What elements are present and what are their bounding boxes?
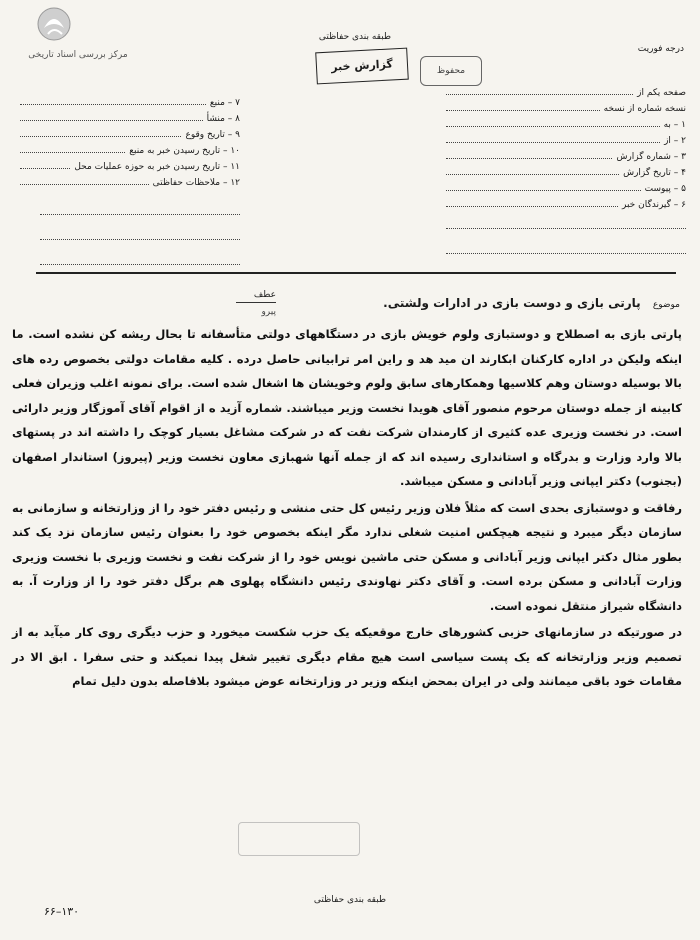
blank-line [446, 210, 686, 229]
field-label: ۱ – به [663, 120, 686, 130]
field-label: نسخه شماره از نسخه [603, 104, 686, 114]
field-label: ۸ – منشأ [206, 114, 240, 124]
archive-seal-icon [36, 6, 72, 46]
subject-text: پارتی بازی و دوست بازی در ادارات ولشتی. [383, 296, 641, 310]
field-line [446, 174, 619, 175]
priority-label: درجه فوریت [637, 44, 684, 54]
field-line [446, 110, 600, 111]
classification-footer: طبقه بندی حفاظتی [313, 895, 387, 905]
field-line [446, 206, 618, 207]
form-fields-left [20, 92, 240, 188]
form-field-row [20, 92, 240, 108]
form-field-row [446, 114, 686, 130]
field-label: ۳ – شماره گزارش [616, 152, 686, 162]
form-fields-right [446, 82, 686, 210]
form-field-row [446, 98, 686, 114]
form-field-row [20, 124, 240, 140]
field-label: ۱۲ – ملاحظات حفاظتی [152, 178, 240, 188]
watermark-text: مرکز بررسی اسناد تاریخی [28, 50, 128, 60]
report-stamp: گزارش خبر [315, 48, 409, 85]
field-line [446, 142, 660, 143]
field-line [20, 104, 206, 105]
field-label: ۷ – منبع [209, 98, 240, 108]
watermark-logo [8, 6, 148, 66]
field-line [446, 126, 660, 127]
field-line [20, 168, 70, 169]
classification-header: طبقه بندی حفاظتی [318, 32, 392, 42]
field-line [20, 152, 125, 153]
form-field-row [446, 194, 686, 210]
follow-up-label: پیرو [261, 307, 276, 317]
form-field-row [446, 146, 686, 162]
form-field-row [446, 130, 686, 146]
field-label: ۲ – از [664, 136, 686, 146]
field-line [20, 184, 149, 185]
subject-line [280, 296, 680, 310]
document-body [12, 322, 682, 694]
form-field-row [20, 172, 240, 188]
field-line [20, 136, 181, 137]
field-line [446, 190, 641, 191]
header-divider [36, 272, 676, 274]
field-label: ۹ – تاریخ وقوع [185, 130, 240, 140]
form-field-row [446, 178, 686, 194]
blank-line [40, 246, 240, 265]
blank-lines-right [446, 210, 686, 260]
reference-label: عطف [236, 290, 276, 303]
document-code: ۶۶–۱۳۰ [44, 905, 80, 918]
field-label: ۵ – پیوست [644, 184, 686, 194]
secret-stamp: محفوظ [420, 56, 482, 86]
field-line [20, 120, 203, 121]
field-label: ۶ – گیرندگان خبر [621, 200, 686, 210]
form-field-row [446, 82, 686, 98]
body-paragraph: رفاقت و دوستبازی بحدی است که مثلاً فلان وزیر رئیس کل حتی منشی و رئیس دفتر خود را از وزارتخانه و سازمانی به سازمان دیگر میبرد و نتیجه هیچکس امنیت شغلی ندارد مگر اینکه بخصوص خود را بعنوان رئیس سازمان نزد یک کند بطور مثال دکتر ایپانی وزیر آبادانی و مسکن حتی ماشین نویس خود را از شرکت نفت و نخست وزیری با نخست وزیری وزارت آبادانی و مسکن برده است. و آقای دکتر نهاوندی رئیس دانشگاه پهلوی هم برگل دفتر خود را از وزارت آ. به دانشگاه شیراز منتقل نموده است. [12, 500, 682, 613]
reference-box [236, 290, 276, 317]
field-line [446, 158, 612, 159]
blank-lines-left [40, 196, 240, 271]
blank-line [40, 196, 240, 215]
body-paragraph: در صورتیکه در سازمانهای حزبی کشورهای خارج موقعیکه یک حزب شکست میخورد و حزب دیگری روی کار میآید به از تصمیم وزیر وزارتخانه که یک پست سیاسی است هیچ مقام دیگری تغییر شغل پیدا نمیکند و حتی سفرا . ابق الا در مقامات خود باقی میمانند ولی در ایران بمحض اینکه وزیر در وزارتخانه عوض میشود بلافاصله بدون دلیل تمام [12, 625, 682, 688]
subject-label: موضوع [652, 300, 680, 310]
field-label: صفحه یکم از [637, 88, 686, 98]
form-field-row [20, 156, 240, 172]
form-field-row [446, 162, 686, 178]
form-field-row [20, 108, 240, 124]
body-paragraph: پارتی بازی به اصطلاح و دوستبازی ولوم خویش بازی در دستگاههای دولتی متأسفانه تا بحال ریشه کن نشده است. ما اینکه ولیکن در اداره کارکنان ابکارند ان مید هد و راین امر ترابیانی حاصل درده . کلیه مقامات دولتی بخصوص رده های بالا بوسیله دوستان وهم کلاسیها وهمکارهای سابق ولوم وخویشان ها اشغال شده است. برای نمونه اغلب وزیران فعلی کابینه از جمله دوستان مرحوم منصور آقای هویدا نخست وزیر میباشند. شماره آزید ه از اقوام آقای آموزگار وزیر دارائی است. در نخست وزیری عده کثیری از کارمندان شرکت نفت که در شرکت مشاغل بسیار کوچک را داشته اند در پستهای بالا وارد وزارت و بدرگاه و استانداری رسیده اند که از جمله آنها شهبازی معاون نخست وزیر (پیروز) استاندار اصفهان (بجنوب) دکتر ایپانی وزیر آبادانی و مسکن میباشد. [12, 327, 682, 488]
faded-stamp [238, 822, 360, 856]
blank-line [40, 221, 240, 240]
field-label: ۱۰ – تاریخ رسیدن خبر به منبع [129, 146, 240, 156]
field-line [446, 94, 633, 95]
form-field-row [20, 140, 240, 156]
blank-line [446, 235, 686, 254]
field-label: ۱۱ – تاریخ رسیدن خبر به حوزه عملیات محل [74, 162, 240, 172]
field-label: ۴ – تاریخ گزارش [623, 168, 686, 178]
